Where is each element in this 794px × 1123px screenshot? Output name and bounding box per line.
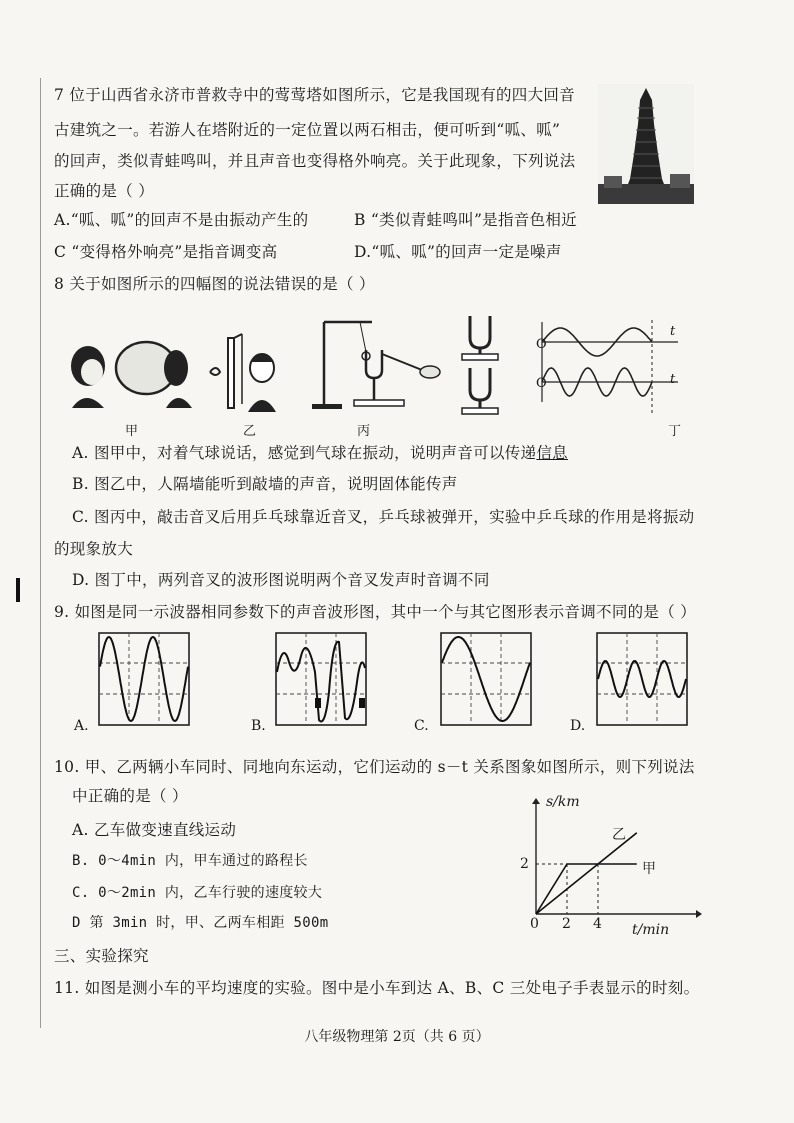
q9-label-b: B. [251,718,266,734]
q7-option-a: A.“呱、呱”的回声不是由振动产生的 [54,211,309,229]
q9-label-d: D. [570,718,586,734]
q8-option-b: B. 图乙中，人隔墙能听到敲墙的声音，说明固体能传声 [72,475,458,493]
st-series-yi-label: 乙 [612,827,626,843]
fig-label-bing: 丙 [357,424,371,439]
margin-rule [40,78,41,1028]
fig-label-yi: 乙 [243,424,257,439]
wave1-origin-label: O [536,337,547,352]
oscilloscope-b [275,632,367,726]
x-axis-arrow [696,910,702,918]
oscilloscope-c [440,632,532,726]
waveform-artifact [315,698,321,708]
q10-option-d: D 第 3min 时，甲、乙两车相距 500m [72,915,329,931]
q10-option-b: B. 0～4min 内，甲车通过的路程长 [72,853,308,869]
q7-option-c: C “变得格外响亮”是指音调变高 [54,243,278,261]
pagoda-photo [598,84,694,204]
fig-ding-forks [456,312,516,418]
st-xtick-2: 2 [562,916,571,932]
fig-label-ding: 丁 [668,424,682,439]
q7-line-3: 的回声，类似青蛙鸣叫，并且声音也变得格外响亮。关于此现象，下列说法 [54,152,576,170]
oscilloscope-d [596,632,688,726]
y-axis-arrow [532,798,540,804]
q10-stem-2: 中正确的是（ ） [72,787,188,805]
st-xlabel: t/min [632,922,670,938]
q7-option-d: D.“呱、呱”的回声一定是噪声 [354,243,562,261]
q10-option-c: C. 0～2min 内，乙车行驶的速度较大 [72,885,323,901]
waveform [100,637,188,721]
q10-option-a: A. 乙车做变速直线运动 [72,821,237,839]
q7-line-4: 正确的是（ ） [54,182,155,200]
st-ylabel: s/km [546,794,580,810]
q11-stem: 11. 如图是测小车的平均速度的实验。图中是小车到达 A、B、C 三处电子手表显示的时刻。 [54,979,700,997]
st-ytick-2: 2 [520,856,529,872]
page-footer: 八年级物理第 2页（共 6 页） [304,1029,490,1045]
st-xtick-0: 0 [530,916,539,932]
q8-option-a-main: A. 图甲中，对着气球说话，感觉到气球在振动，说明声音可以传递 [72,444,537,462]
q8-option-d: D. 图丁中，两列音叉的波形图说明两个音叉发声时音调不同 [72,571,490,589]
q10-stem-1: 10. 甲、乙两辆小车同时、同地向东运动，它们运动的 s－t 关系图象如图所示，则下列说法 [54,758,695,776]
q8-option-c-cont: 的现象放大 [54,540,134,558]
wave2-t-label: t [670,372,676,387]
q7-line-2: 古建筑之一。若游人在塔附近的一定位置以两石相击，便可听到“呱、呱” [54,121,561,139]
waveform-artifact [359,698,365,708]
q7-option-b: B “类似青蛙鸣叫”是指音色相近 [354,211,577,229]
screen-frame [441,633,531,725]
series-yi-line [536,833,637,914]
st-series-jia-label: 甲 [642,861,656,877]
oscilloscope-a [98,632,190,726]
q8-option-c: C. 图丙中，敲击音叉后用乒乓球靠近音叉，乒乓球被弹开，实验中乒乓球的作用是将振动 [72,508,695,526]
series-jia-line [536,864,637,914]
wave1-t-label: t [670,324,676,339]
scan-mark [16,578,20,602]
section-3-title: 三、实验探究 [54,947,149,965]
q9-label-a: A. [74,718,89,734]
waveform [442,637,530,721]
q8-stem: 8 关于如图所示的四幅图的说法错误的是（ ） [54,275,375,293]
waveform [598,661,686,697]
st-xtick-4: 4 [593,916,602,932]
q8-option-a [72,441,568,463]
fig-label-jia: 甲 [125,424,139,439]
q9-label-c: C. [414,718,429,734]
q8-option-a-tail: 信息 [536,444,568,462]
fig-yi-wall [208,332,280,412]
fig-bing-tuning-fork [310,314,450,414]
screen-frame [99,633,189,725]
wave2-origin-label: O [536,376,547,391]
fig-ding-waveforms [534,318,684,418]
q7-line-1: 7 位于山西省永济市普救寺中的莺莺塔如图所示，它是我国现有的四大回音 [54,86,575,104]
q9-stem: 9. 如图是同一示波器相同参数下的声音波形图，其中一个与其它图形表示音调不同的是（ ） [54,603,697,621]
fig-jia-balloon [66,338,196,408]
waveform [277,642,365,722]
